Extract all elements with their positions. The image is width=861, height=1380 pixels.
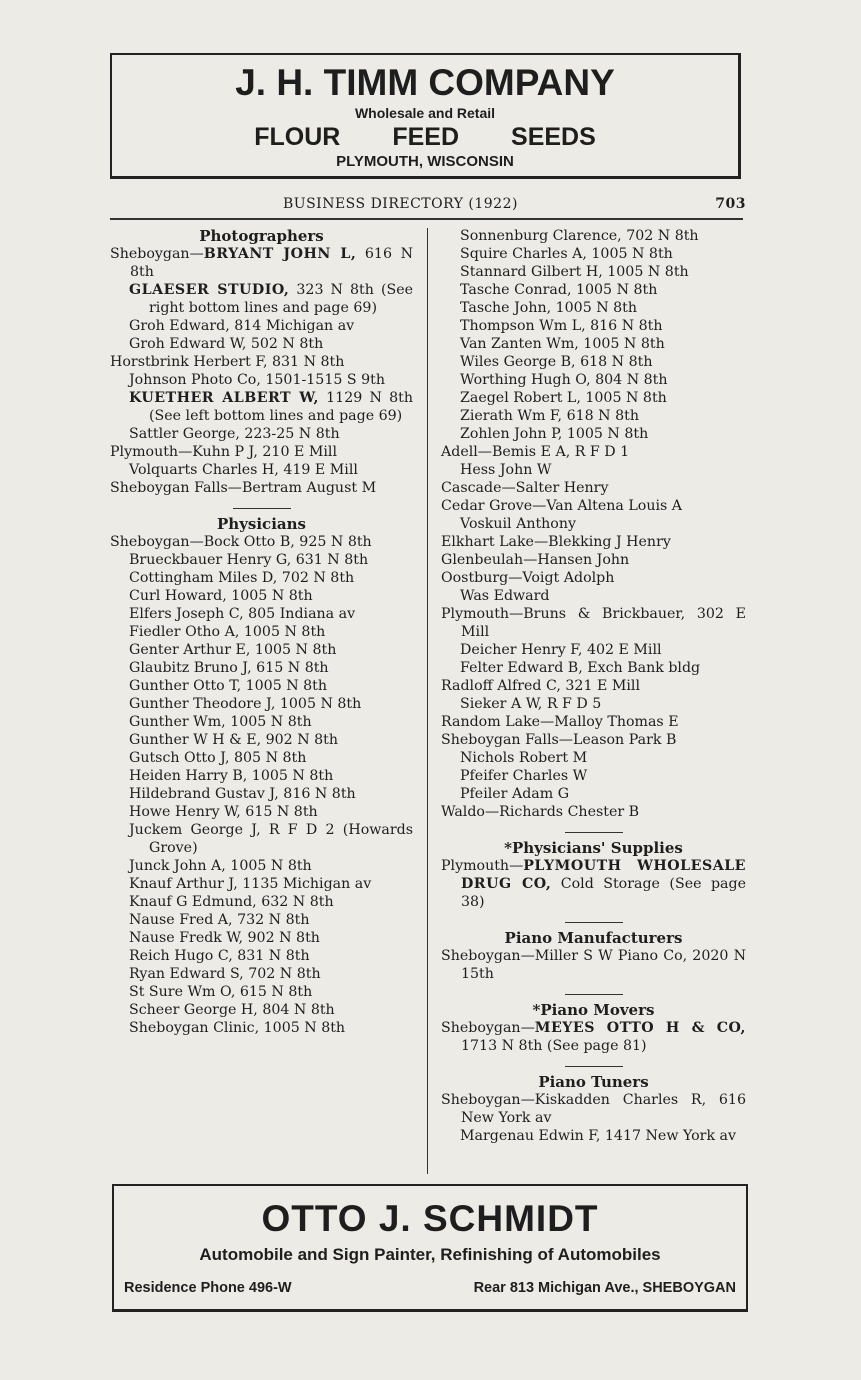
running-head [110, 194, 746, 216]
directory-entry: Plymouth—PLYMOUTH WHOLESALE DRUG CO, Cold Storage (See page 38) [441, 858, 746, 910]
directory-entry: Hildebrand Gustav J, 816 N 8th [129, 786, 356, 802]
ad-location: PLYMOUTH, WISCONSIN [336, 153, 514, 170]
directory-entry: Wiles George B, 618 N 8th [460, 354, 653, 370]
header-rule [110, 218, 743, 220]
directory-entry: Ryan Edward S, 702 N 8th [129, 966, 321, 982]
section-separator [565, 1066, 623, 1067]
bold-listing-name: GLAESER STUDIO, [129, 282, 290, 298]
ad-bottom-trade: Automobile and Sign Painter, Refinishing of Automobiles [199, 1245, 661, 1264]
bold-listing-name: BRYANT JOHN L, [203, 246, 357, 262]
directory-entry: Knauf G Edmund, 632 N 8th [129, 894, 334, 910]
section-separator [565, 922, 623, 923]
directory-entry: St Sure Wm O, 615 N 8th [129, 984, 313, 1000]
ad-product-feed: FEED [392, 123, 460, 151]
page-number: 703 [715, 196, 746, 212]
directory-entry: KUETHER ALBERT W, 1129 N 8th (See left bottom lines and page 69) [129, 390, 413, 424]
directory-entry: Zohlen John P, 1005 N 8th [460, 426, 649, 442]
directory-entry: Sattler George, 223-25 N 8th [129, 426, 340, 442]
directory-entry: Sheboygan Clinic, 1005 N 8th [129, 1020, 346, 1036]
directory-entry: Groh Edward W, 502 N 8th [129, 336, 324, 352]
directory-entry: Pfeiler Adam G [460, 786, 570, 802]
directory-entry: Heiden Harry B, 1005 N 8th [129, 768, 334, 784]
directory-entry: Plymouth—Bruns & Brickbauer, 302 E Mill [441, 606, 746, 640]
directory-entry: Johnson Photo Co, 1501-1515 S 9th [129, 372, 385, 388]
directory-entry: Reich Hugo C, 831 N 8th [129, 948, 310, 964]
directory-entry: Nichols Robert M [460, 750, 588, 766]
directory-entry: Pfeifer Charles W [460, 768, 588, 784]
ad-bottom-phone: Residence Phone 496-W [124, 1280, 292, 1296]
directory-entry: Elkhart Lake—Blekking J Henry [441, 534, 671, 550]
directory-entry: Random Lake—Malloy Thomas E [441, 714, 679, 730]
ad-product-flour: FLOUR [254, 123, 341, 151]
directory-entry: Scheer George H, 804 N 8th [129, 1002, 335, 1018]
directory-entry: Adell—Bemis E A, R F D 1 [441, 444, 630, 460]
directory-entry: Thompson Wm L, 816 N 8th [460, 318, 663, 334]
left-column [110, 227, 413, 1037]
ad-bottom-name: OTTO J. SCHMIDT [261, 1198, 599, 1239]
directory-entry: Van Zanten Wm, 1005 N 8th [460, 336, 665, 352]
bold-listing-name: KUETHER ALBERT W, [129, 390, 319, 406]
directory-entry: Gunther Wm, 1005 N 8th [129, 714, 312, 730]
column-divider [427, 228, 428, 1174]
directory-entry: Elfers Joseph C, 805 Indiana av [129, 606, 356, 622]
directory-entry: Brueckbauer Henry G, 631 N 8th [129, 552, 369, 568]
directory-entry: Was Edward [460, 588, 550, 604]
directory-entry: Sheboygan Falls—Bertram August M [110, 480, 377, 496]
directory-entry: Radloff Alfred C, 321 E Mill [441, 678, 640, 694]
bold-listing-name: MEYES OTTO H & CO, [534, 1020, 746, 1036]
section-heading: Piano Manufacturers [504, 929, 683, 947]
directory-entry: Oostburg—Voigt Adolph [441, 570, 615, 586]
directory-entry: Fiedler Otho A, 1005 N 8th [129, 624, 326, 640]
ad-company-name: J. H. TIMM COMPANY [235, 62, 615, 103]
directory-entry: Tasche John, 1005 N 8th [460, 300, 638, 316]
directory-entry: Horstbrink Herbert F, 831 N 8th [110, 354, 345, 370]
directory-entry: Deicher Henry F, 402 E Mill [460, 642, 662, 658]
section-heading: Photographers [199, 227, 324, 245]
directory-entry: Margenau Edwin F, 1417 New York av [460, 1128, 737, 1144]
right-column [441, 227, 746, 1145]
directory-entry: Sheboygan—Kiskadden Charles R, 616 New York av [441, 1092, 746, 1126]
directory-entry: Tasche Conrad, 1005 N 8th [460, 282, 658, 298]
directory-entry: Gunther Theodore J, 1005 N 8th [129, 696, 362, 712]
directory-entry: Cascade—Salter Henry [441, 480, 609, 496]
directory-entry: Sonnenburg Clarence, 702 N 8th [460, 228, 699, 244]
section-heading: *Piano Movers [532, 1001, 655, 1019]
directory-entry: Nause Fred A, 732 N 8th [129, 912, 310, 928]
directory-entry: Sheboygan—MEYES OTTO H & CO, 1713 N 8th (See page 81) [441, 1020, 746, 1054]
directory-entry: Hess John W [460, 462, 552, 478]
directory-entry: Sheboygan—Bock Otto B, 925 N 8th [110, 534, 372, 550]
directory-entry: Cottingham Miles D, 702 N 8th [129, 570, 355, 586]
section-separator [565, 832, 623, 833]
directory-entry: Sheboygan—Miller S W Piano Co, 2020 N 15th [441, 948, 746, 982]
directory-entry: Felter Edward B, Exch Bank bldg [460, 660, 701, 676]
directory-entry: Howe Henry W, 615 N 8th [129, 804, 318, 820]
directory-entry: Sieker A W, R F D 5 [460, 696, 602, 712]
directory-entry: Stannard Gilbert H, 1005 N 8th [460, 264, 689, 280]
directory-entry: Genter Arthur E, 1005 N 8th [129, 642, 337, 658]
bottom-advertisement [112, 1184, 748, 1312]
section-heading: *Physicians' Supplies [504, 839, 683, 857]
directory-entry: Junck John A, 1005 N 8th [129, 858, 312, 874]
bold-listing-name: PLYMOUTH WHOLESALE DRUG CO, [461, 858, 746, 892]
section-heading: Piano Tuners [538, 1073, 649, 1091]
directory-entry: Glenbeulah—Hansen John [441, 552, 630, 568]
directory-entry: Glaubitz Bruno J, 615 N 8th [129, 660, 329, 676]
section-separator [565, 994, 623, 995]
directory-entry: Zierath Wm F, 618 N 8th [460, 408, 639, 424]
directory-entry: Waldo—Richards Chester B [441, 804, 640, 820]
directory-entry: Voskuil Anthony [460, 516, 576, 532]
directory-entry: Sheboygan Falls—Leason Park B [441, 732, 677, 748]
ad-products [112, 122, 738, 152]
ad-product-seeds: SEEDS [511, 123, 596, 151]
directory-entry: Volquarts Charles H, 419 E Mill [129, 462, 358, 478]
directory-entry: Nause Fredk W, 902 N 8th [129, 930, 320, 946]
running-head-title: BUSINESS DIRECTORY (1922) [283, 196, 518, 212]
directory-entry: Gunther Otto T, 1005 N 8th [129, 678, 328, 694]
directory-entry: Knauf Arthur J, 1135 Michigan av [129, 876, 372, 892]
directory-entry: Gunther W H & E, 902 N 8th [129, 732, 339, 748]
directory-entry: Zaegel Robert L, 1005 N 8th [460, 390, 667, 406]
directory-entry: Sheboygan—BRYANT JOHN L, 616 N 8th [110, 246, 413, 280]
directory-entry: Squire Charles A, 1005 N 8th [460, 246, 673, 262]
section-separator [233, 508, 291, 509]
ad-bottom-address: Rear 813 Michigan Ave., SHEBOYGAN [473, 1280, 736, 1296]
directory-entry: Groh Edward, 814 Michigan av [129, 318, 355, 334]
section-heading: Physicians [217, 515, 306, 533]
directory-entry: Gutsch Otto J, 805 N 8th [129, 750, 307, 766]
directory-entry: GLAESER STUDIO, 323 N 8th (See right bottom lines and page 69) [129, 282, 413, 316]
directory-entry: Juckem George J, R F D 2 (Howards Grove) [129, 822, 413, 856]
directory-entry: Plymouth—Kuhn P J, 210 E Mill [110, 444, 337, 460]
directory-entry: Curl Howard, 1005 N 8th [129, 588, 313, 604]
ad-subtitle: Wholesale and Retail [354, 105, 496, 121]
directory-entry: Worthing Hugh O, 804 N 8th [460, 372, 668, 388]
directory-entry: Cedar Grove—Van Altena Louis A [441, 498, 683, 514]
top-advertisement [110, 53, 741, 179]
